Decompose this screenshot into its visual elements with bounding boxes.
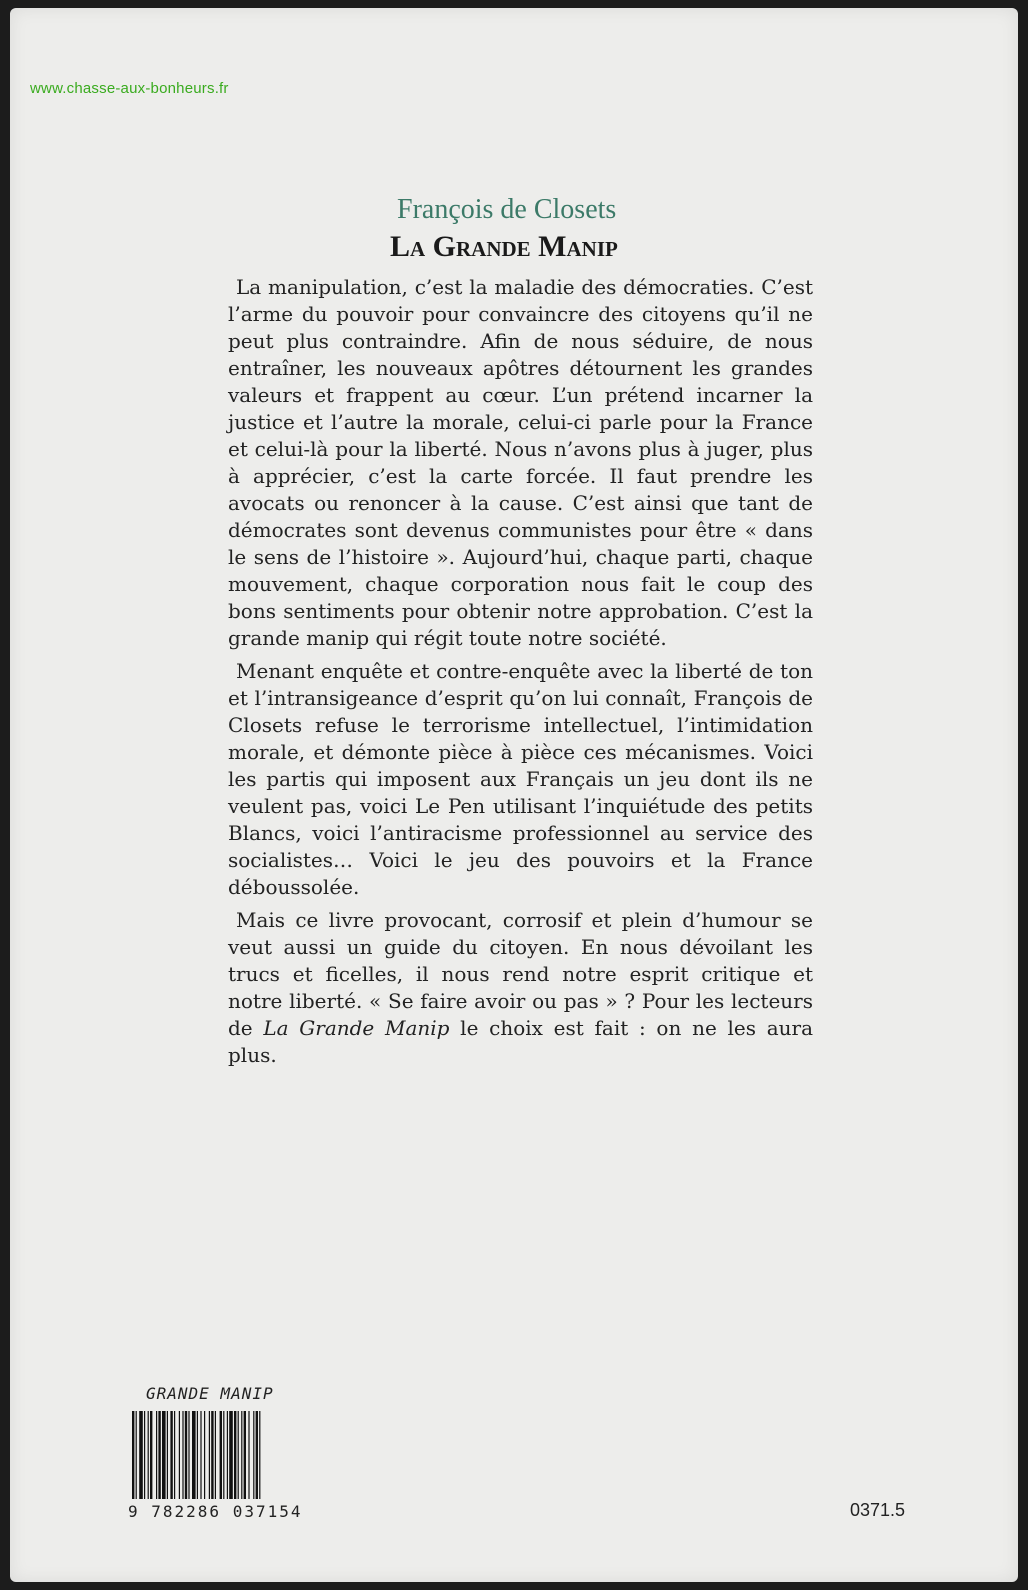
blurb-paragraph: Menant enquête et contre-enquête avec la liberté de ton et l’intransigeance d’esprit qu’on lui connaît, François de Closets refuse le terrorisme intellectuel, l’intimidation morale, et démonte pièce à pièce ces mécanismes. Voici les partis qui imposent aux Français un jeu dont ils ne veulent pas, voici Le Pen utilisant l’inquiétude des petits Blancs, voici l’antiracisme professionnel au service des socialistes… Voici le jeu des pouvoirs et la France déboussolée. — [228, 659, 813, 899]
blurb-paragraph: La manipulation, c’est la maladie des démocraties. C’est l’arme du pouvoir pour convaincre des citoyens qu’il ne peut plus contraindre. Afin de nous séduire, de nous entraîner, les nouveaux apôtres détournent les grandes valeurs et frappent au cœur. L’un prétend incarner la justice et l’autre la morale, celui-ci parle pour la France et celui-là pour la liberté. Nous n’avons plus à juger, plus à apprécier, c’est la carte forcée. Il faut prendre les avocats ou renoncer à la cause. C’est ainsi que tant de démocrates sont devenus communistes pour être « dans le sens de l’histoire ». Aujourd’hui, chaque parti, chaque mouvement, chaque corporation nous fait le coup des bons sentiments pour obtenir notre approbation. C’est la grande manip qui régit toute notre société. — [228, 275, 813, 650]
barcode-title: GRANDE MANIP — [146, 1384, 274, 1403]
site-url[interactable]: www.chasse-aux-bonheurs.fr — [30, 80, 229, 97]
book-author: François de Closets — [397, 194, 617, 225]
price-code: 0371.5 — [850, 1500, 906, 1520]
blurb-paragraph — [228, 907, 813, 1069]
blurb-text-part: le choix est fait : on ne les aura plus. — [228, 1016, 813, 1067]
blurb-text — [228, 274, 813, 1075]
book-title: La Grande Manip — [390, 230, 618, 263]
book-title-italic: La Grande Manip — [263, 1016, 450, 1040]
barcode-icon — [128, 1411, 328, 1511]
blurb-text-part: Mais ce livre provocant, corrosif et plein d’humour se veut aussi un guide du citoyen. En nous dévoilant les trucs et ficelles, il nous rend notre esprit critique et notre liberté. « Se faire avoir ou pas » ? Pour les lecteurs de — [228, 908, 813, 1040]
book-back-cover — [10, 8, 1018, 1582]
barcode-digits: 9 782286 037154 — [128, 1502, 303, 1521]
